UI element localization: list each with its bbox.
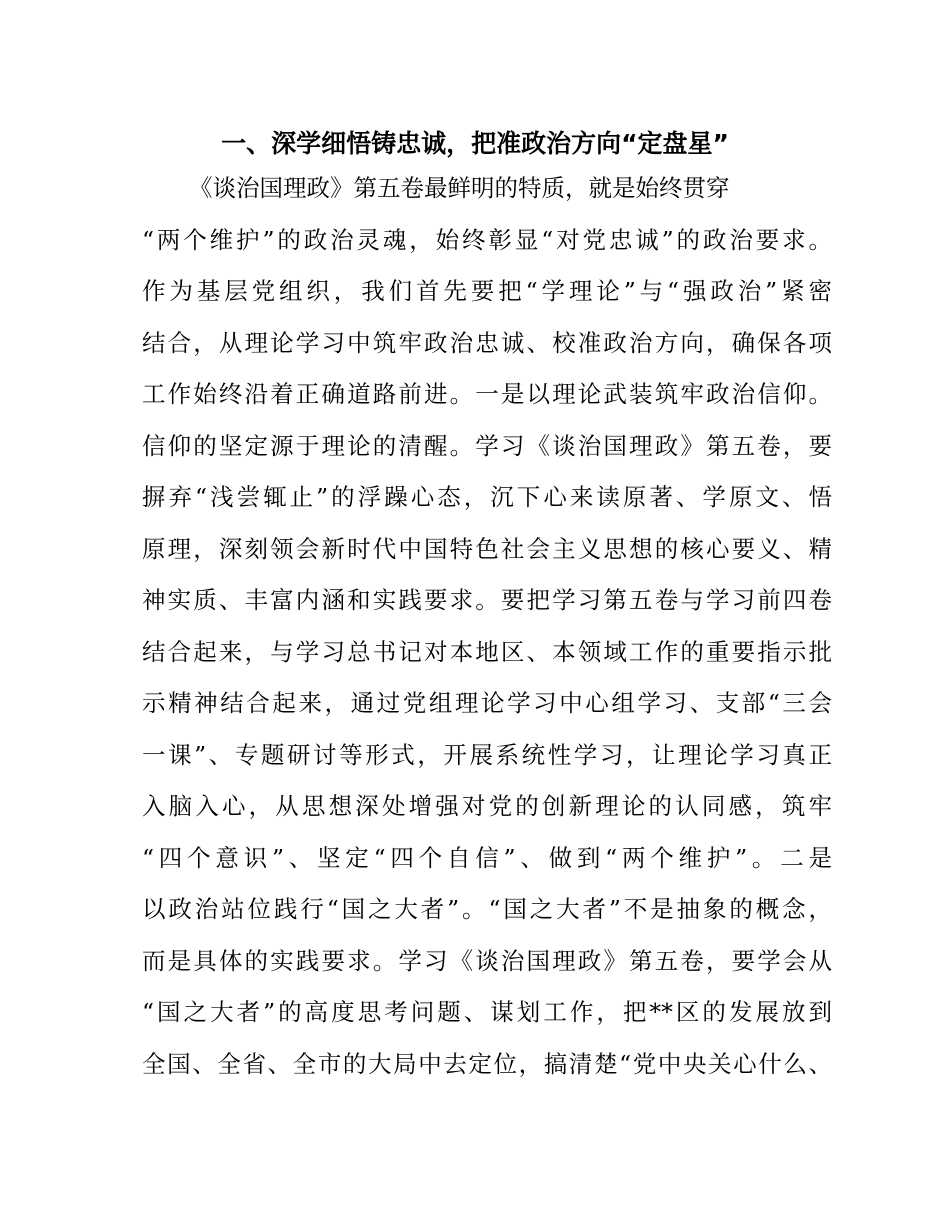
paragraph-line: 结合起来，与学习总书记对本地区、本领域工作的重要指示批 — [142, 637, 832, 666]
paragraph-line: 摒弃“浅尝辄止”的浮躁心态，沉下心来读原著、学原文、悟 — [142, 483, 832, 511]
paragraph-line: “四个意识”、坚定“四个自信”、做到“两个维护”。二是 — [142, 843, 832, 872]
paragraph-line: 以政治站位践行“国之大者”。“国之大者”不是抽象的概念， — [142, 895, 832, 923]
paragraph-line: 《谈治国理政》第五卷最鲜明的特质，就是始终贯穿 — [189, 174, 730, 202]
paragraph-line: 神实质、丰富内涵和实践要求。要把学习第五卷与学习前四卷 — [142, 586, 832, 614]
paragraph-line: “国之大者”的高度思考问题、谋划工作，把**区的发展放到 — [142, 998, 832, 1026]
paragraph-line: 结合，从理论学习中筑牢政治忠诚、校准政治方向，确保各项 — [142, 328, 832, 357]
paragraph-line: 信仰的坚定源于理论的清醒。学习《谈治国理政》第五卷，要 — [142, 431, 832, 460]
paragraph-line: 工作始终沿着正确道路前进。一是以理论武装筑牢政治信仰。 — [142, 380, 832, 408]
paragraph-line: 示精神结合起来，通过党组理论学习中心组学习、支部“三会 — [142, 689, 832, 717]
paragraph-line: 而是具体的实践要求。学习《谈治国理政》第五卷，要学会从 — [142, 946, 832, 975]
paragraph-line: 入脑入心，从思想深处增强对党的创新理论的认同感，筑牢 — [142, 792, 832, 820]
paragraph-line: 原理，深刻领会新时代中国特色社会主义思想的核心要义、精 — [142, 534, 832, 563]
paragraph-line: 一课”、专题研讨等形式，开展系统性学习，让理论学习真正 — [142, 740, 832, 769]
section-heading: 一、深学细悟铸忠诚，把准政治方向“定盘星” — [221, 129, 729, 158]
paragraph-line: “两个维护”的政治灵魂，始终彰显“对党忠诚”的政治要求。 — [142, 225, 832, 254]
body-paragraph — [142, 163, 832, 1090]
paragraph-line: 作为基层党组织，我们首先要把“学理论”与“强政治”紧密 — [142, 277, 832, 305]
paragraph-line: 全国、全省、全市的大局中去定位，搞清楚“党中央关心什么、 — [142, 1049, 832, 1078]
